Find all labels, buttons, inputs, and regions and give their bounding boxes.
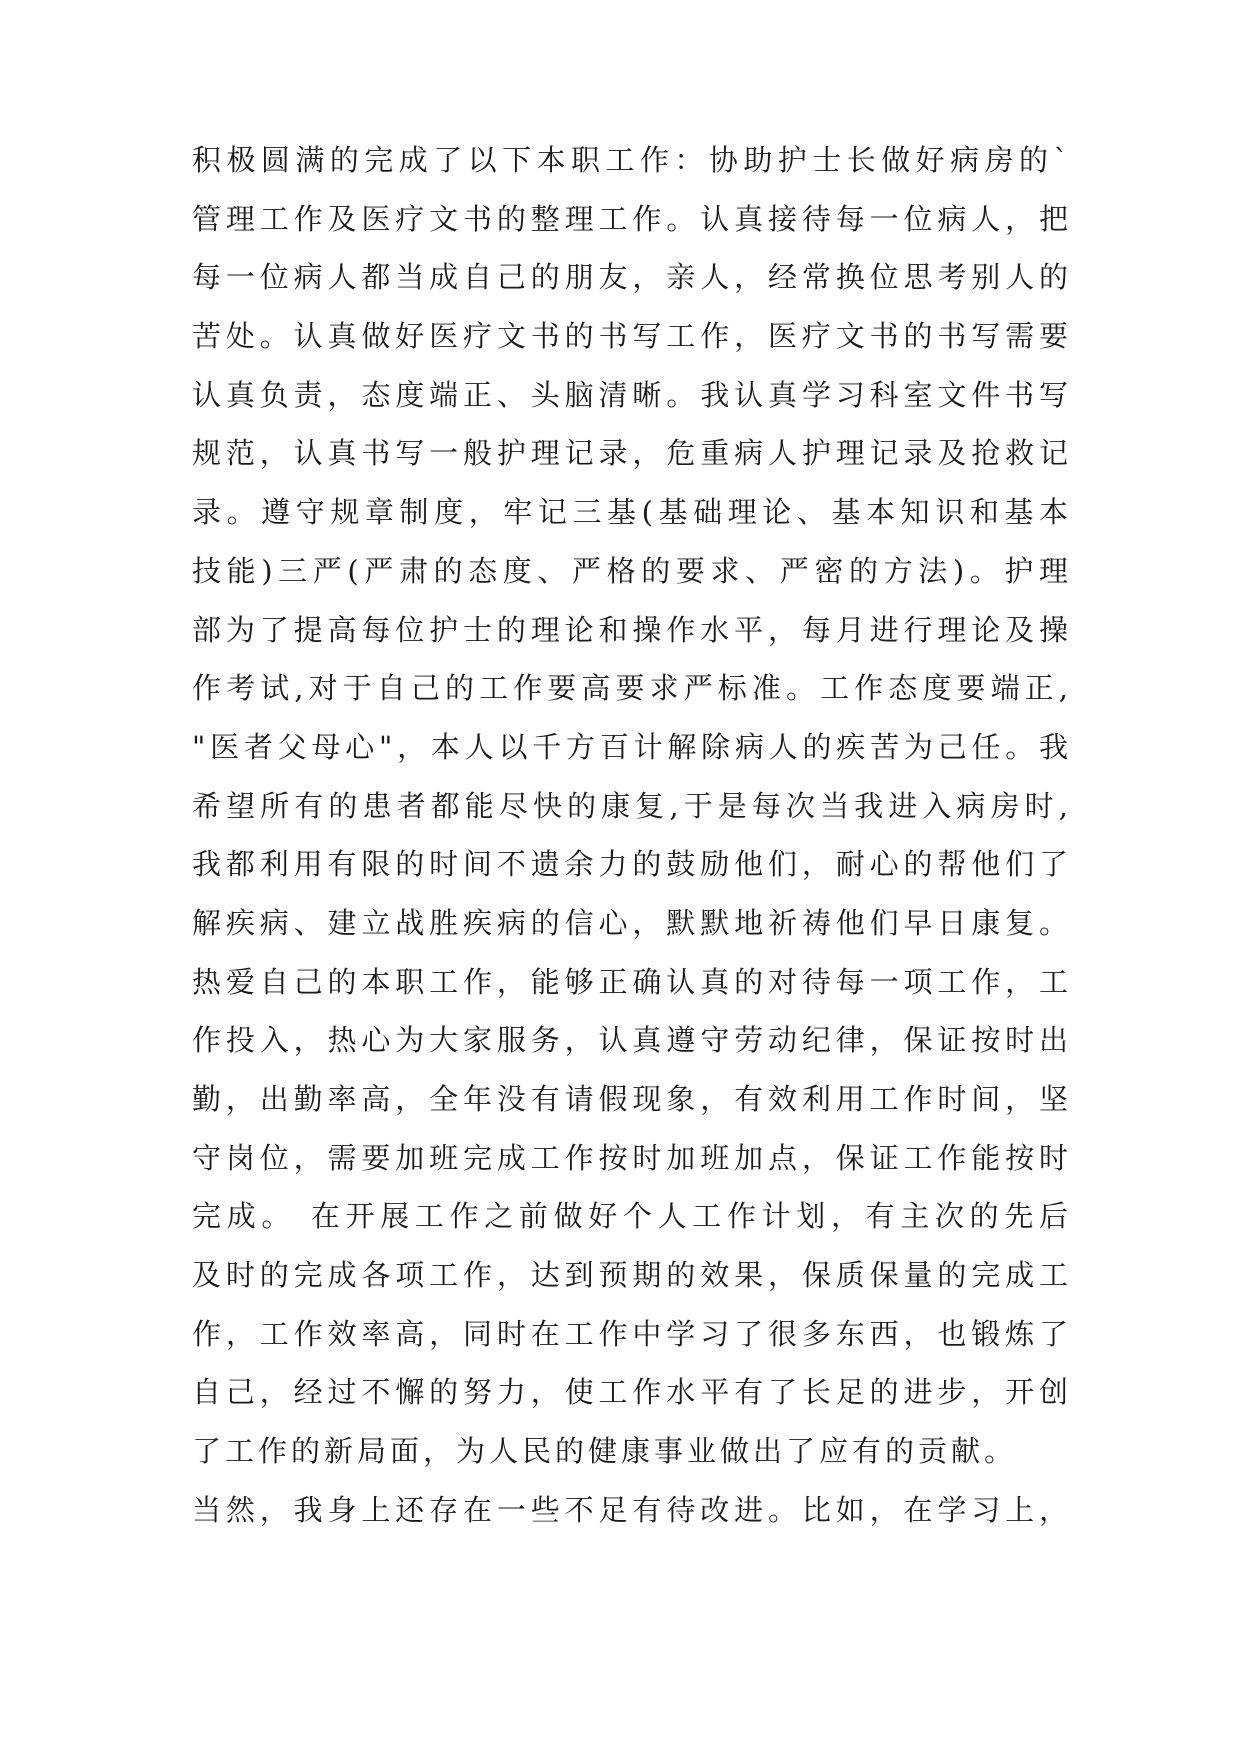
text-line: 自己，经过不懈的努力，使工作水平有了长足的进步，开创 bbox=[192, 1375, 1072, 1410]
text-line: 及时的完成各项工作，达到预期的效果，保质保量的完成工 bbox=[192, 1258, 1072, 1293]
text-line: "医者父母心"，本人以千方百计解除病人的疾苦为己任。我 bbox=[192, 729, 1072, 764]
text-line: 部为了提高每位护士的理论和操作水平，每月进行理论及操 bbox=[192, 612, 1072, 647]
text-line: 管理工作及医疗文书的整理工作。认真接待每一位病人，把 bbox=[192, 201, 1072, 236]
text-line: 热爱自己的本职工作，能够正确认真的对待每一项工作，工 bbox=[192, 964, 1072, 999]
body-text bbox=[192, 131, 1072, 1540]
text-line: 认真负责，态度端正、头脑清晰。我认真学习科室文件书写 bbox=[192, 377, 1072, 412]
text-line: 我都利用有限的时间不遗余力的鼓励他们，耐心的帮他们了 bbox=[192, 847, 1072, 882]
text-line: 苦处。认真做好医疗文书的书写工作，医疗文书的书写需要 bbox=[192, 319, 1072, 354]
text-line: 勤，出勤率高，全年没有请假现象，有效利用工作时间，坚 bbox=[192, 1082, 1072, 1116]
text-line: 守岗位，需要加班完成工作按时加班加点，保证工作能按时 bbox=[192, 1140, 1072, 1175]
text-line: 解疾病、建立战胜疾病的信心，默默地祈祷他们早日康复。 bbox=[192, 905, 1072, 940]
text-line: 技能)三严(严肃的态度、严格的要求、严密的方法)。护理 bbox=[192, 553, 1072, 588]
text-line: 了工作的新局面，为人民的健康事业做出了应有的贡献。 bbox=[192, 1434, 1018, 1469]
text-line: 作，工作效率高，同时在工作中学习了很多东西，也锻炼了 bbox=[192, 1316, 1072, 1351]
text-line: 作投入，热心为大家服务，认真遵守劳动纪律，保证按时出 bbox=[192, 1023, 1072, 1058]
text-line: 完成。 在开展工作之前做好个人工作计划，有主次的先后 bbox=[192, 1199, 1072, 1234]
text-line: 希望所有的患者都能尽快的康复,于是每次当我进入病房时, bbox=[192, 788, 1072, 823]
text-line: 每一位病人都当成自己的朋友，亲人，经常换位思考别人的 bbox=[192, 260, 1072, 295]
text-line: 作考试,对于自己的工作要高要求严标准。工作态度要端正, bbox=[192, 671, 1072, 706]
text-line: 积极圆满的完成了以下本职工作：协助护士长做好病房的` bbox=[192, 143, 1072, 177]
text-line: 规范，认真书写一般护理记录，危重病人护理记录及抢救记 bbox=[192, 436, 1072, 471]
text-line: 当然，我身上还存在一些不足有待改进。比如，在学习上， bbox=[192, 1492, 1072, 1527]
text-line: 录。遵守规章制度，牢记三基(基础理论、基本知识和基本 bbox=[192, 495, 1072, 530]
